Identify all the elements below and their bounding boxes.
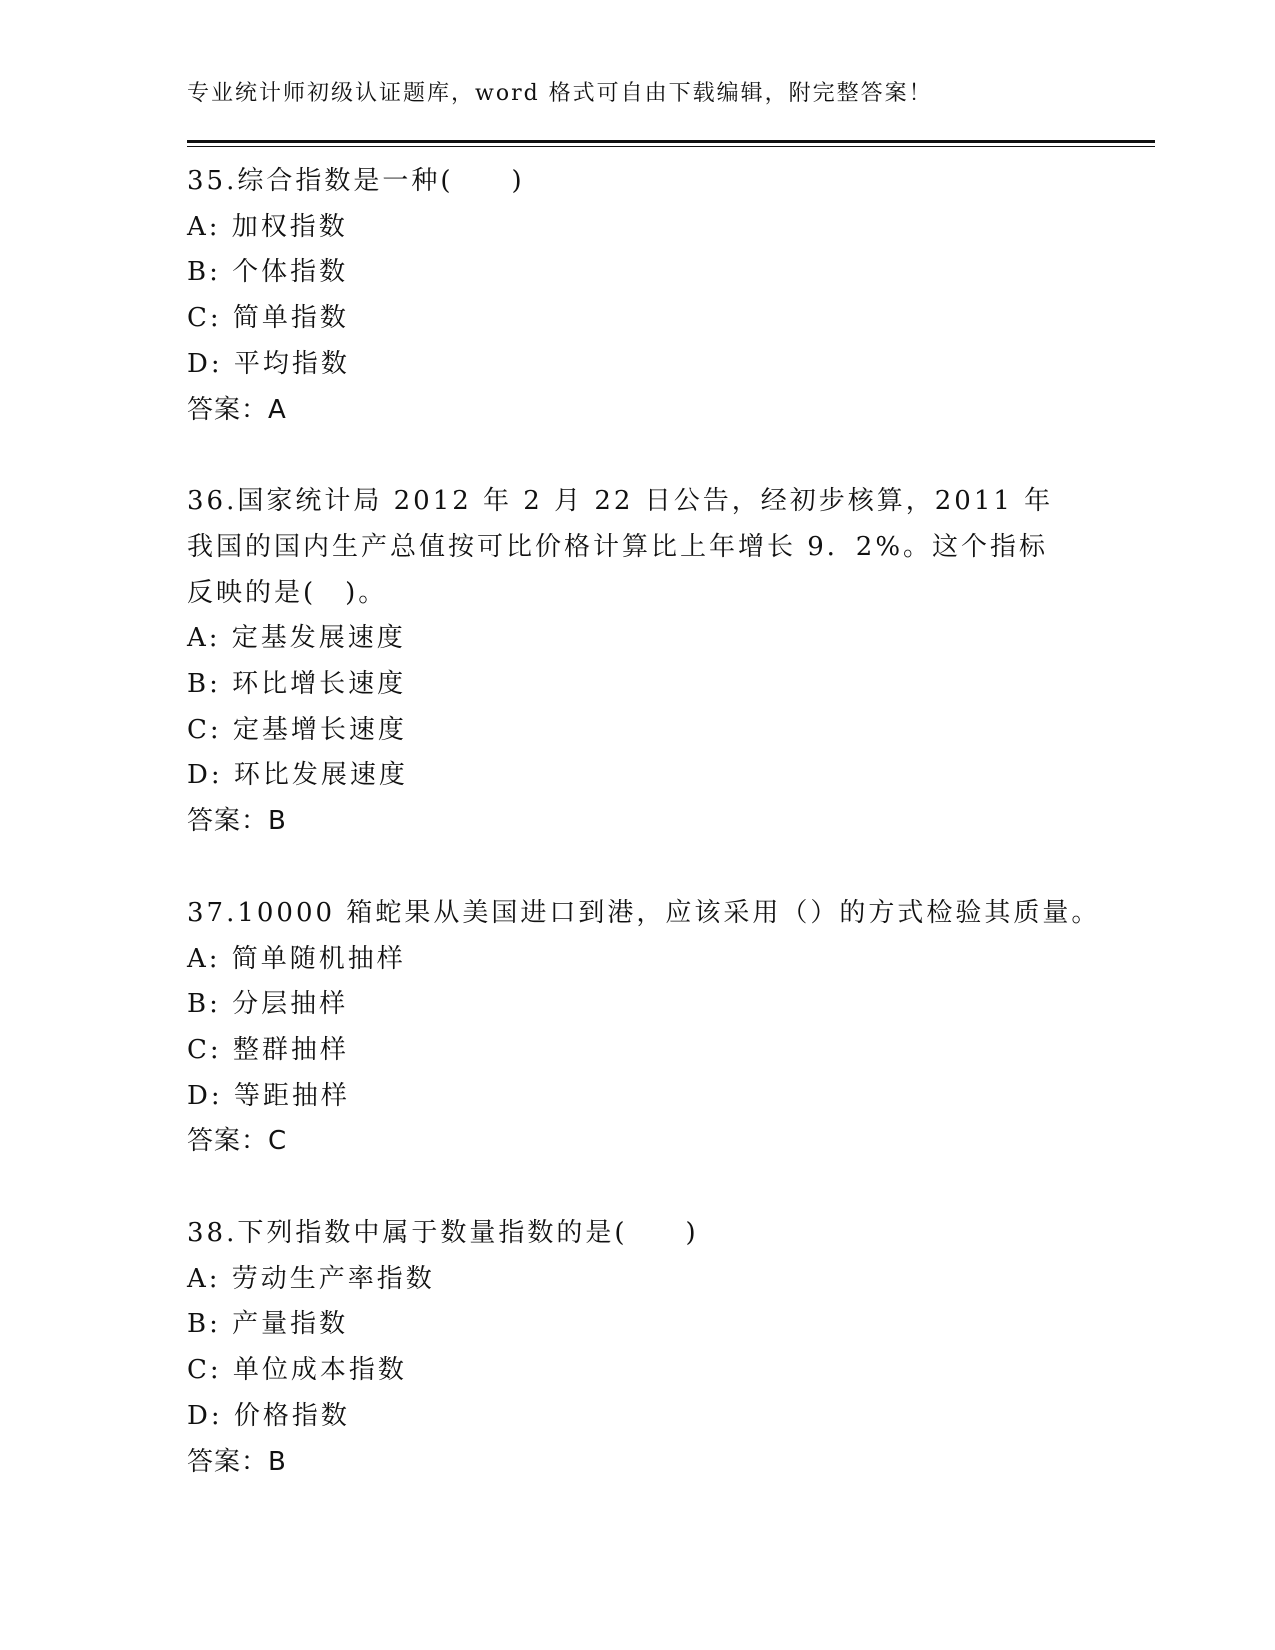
option-d: D: 等距抽样 <box>187 1080 350 1111</box>
question-35 <box>187 159 1087 433</box>
header-rule-thin <box>187 146 1155 147</box>
option-d: D: 价格指数 <box>187 1400 350 1431</box>
option-c: C: 单位成本指数 <box>187 1355 407 1386</box>
question-37 <box>187 891 1101 1165</box>
page-header: 专业统计师初级认证题库，word 格式可自由下载编辑，附完整答案！ <box>187 81 933 106</box>
option-a: A: 加权指数 <box>187 211 348 242</box>
answer: 答案：B <box>187 1446 287 1477</box>
option-b: B: 产量指数 <box>187 1309 349 1340</box>
question-list <box>187 159 1101 1531</box>
header-rule-thick <box>187 140 1155 143</box>
option-b: B: 分层抽样 <box>187 989 349 1020</box>
question-text: 35.综合指数是一种( ) <box>187 166 525 196</box>
answer: 答案：C <box>187 1126 288 1157</box>
question-text: 37.10000 箱蛇果从美国进口到港，应该采用（）的方式检验其质量。 <box>187 897 1101 928</box>
question-text: 38.下列指数中属于数量指数的是( ) <box>187 1218 699 1249</box>
option-c: C: 整群抽样 <box>187 1034 349 1065</box>
question-36 <box>187 479 1087 845</box>
option-c: C: 定基增长速度 <box>187 714 407 745</box>
question-text: 36.国家统计局 2012 年 2 月 22 日公告，经初步核算，2011 年我国的国内生产总值按可比价格计算比上年增长 9．2%。这个指标反映的是( )。 <box>187 486 1054 608</box>
answer: 答案：B <box>187 806 287 837</box>
option-a: A: 定基发展速度 <box>187 623 406 654</box>
option-d: D: 环比发展速度 <box>187 760 408 791</box>
option-a: A: 简单随机抽样 <box>187 943 406 974</box>
option-b: B: 环比增长速度 <box>187 669 407 700</box>
question-38 <box>187 1211 1087 1485</box>
option-a: A: 劳动生产率指数 <box>187 1263 435 1294</box>
option-c: C: 简单指数 <box>187 303 349 334</box>
answer: 答案：A <box>187 394 287 425</box>
option-d: D: 平均指数 <box>187 348 350 379</box>
option-b: B: 个体指数 <box>187 257 349 288</box>
